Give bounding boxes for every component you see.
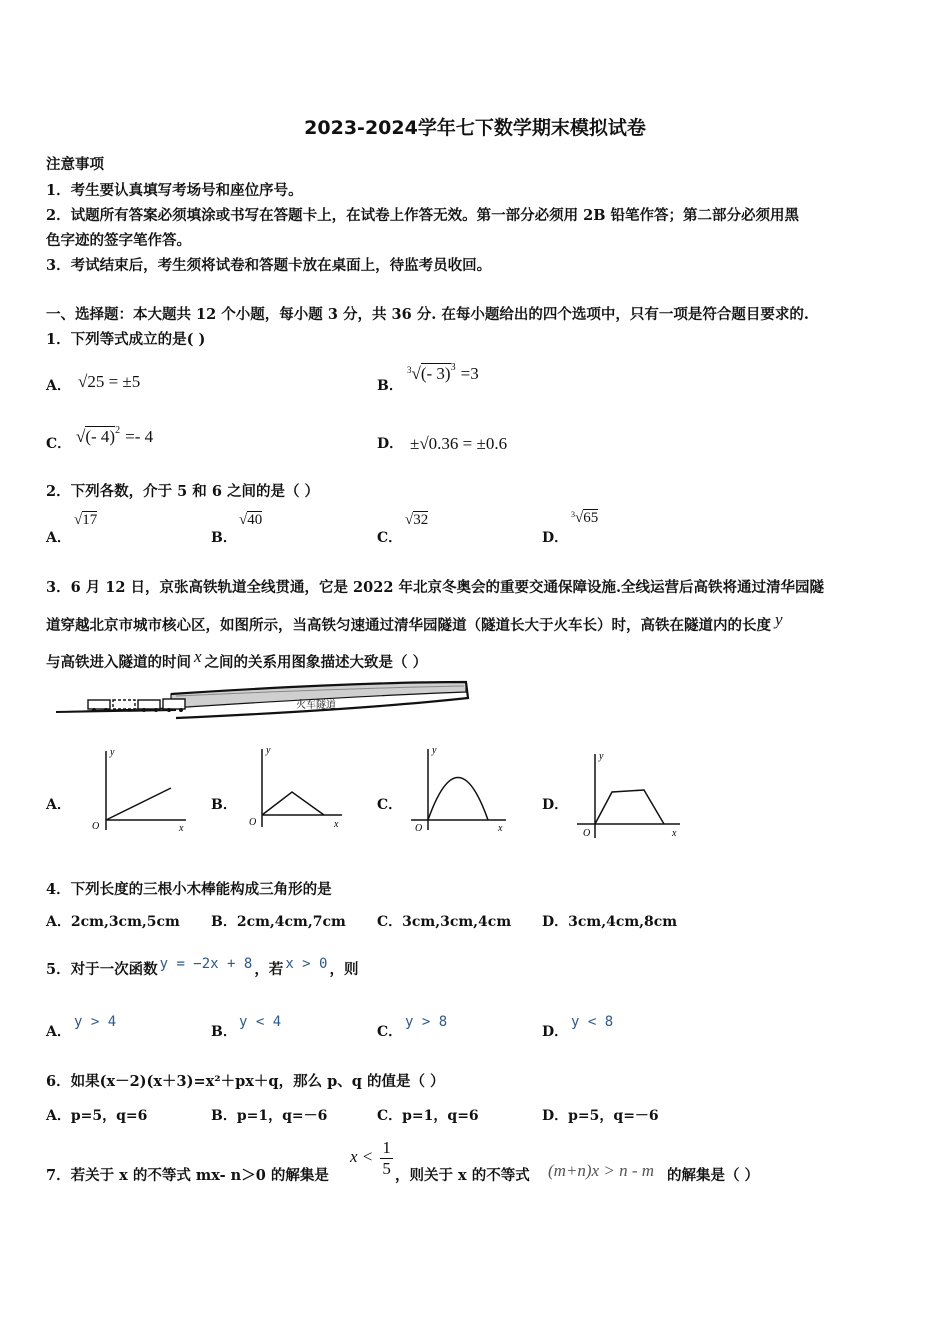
q6-option-d: D．p=5，q=－6	[542, 1108, 659, 1124]
graph-c-curve	[428, 778, 488, 821]
q7-inequality: (m+n)x > n - m	[548, 1161, 655, 1180]
svg-text:x: x	[672, 828, 677, 839]
q5-function: y = −2x + 8	[159, 956, 253, 972]
graph-d-line	[595, 790, 664, 824]
q6-stem: 6．如果(x－2)(x＋3)=x²＋px＋q，那么 p、q 的值是（ ）	[46, 1073, 445, 1090]
q1-option-b: $^3$√(- 3)$^3$ =3	[407, 362, 479, 383]
q1-stem: 1．下列等式成立的是( )	[46, 331, 206, 348]
q1-label-a: A．	[46, 378, 71, 394]
notice-item-2: 2．试题所有答案必须填涂或书写在答题卡上，在试卷上作答无效。第一部分必须用 2B 铅笔作答；第二部分必须用黑	[46, 207, 800, 224]
page-title: 2023-2024学年七下数学期末模拟试卷	[304, 117, 646, 139]
q1-option-c: √(- 4)$^2$ =- 4	[76, 425, 154, 446]
q6-option-a: A．p=5，q=6	[46, 1108, 148, 1124]
q5-option-a: y > 4	[74, 1014, 117, 1030]
q2-label-c: C．	[377, 530, 403, 546]
notice-heading: 注意事项	[46, 156, 104, 173]
notice-item-3: 3．考试结束后，考生须将试卷和答题卡放在桌面上，待监考员收回。	[46, 257, 492, 274]
graph-a	[86, 745, 191, 837]
q4-option-a: A．2cm,3cm,5cm	[46, 914, 180, 930]
section-heading: 一、选择题：本大题共 12 个小题，每小题 3 分，共 36 分. 在每小题给出的四个选项中，只有一项是符合题目要求的.	[46, 306, 809, 323]
q1-label-c: C．	[46, 436, 72, 452]
q4-option-d: D．3cm,4cm,8cm	[542, 914, 678, 930]
graph-a-line	[106, 788, 171, 820]
svg-text:x: x	[498, 823, 503, 834]
svg-text:x: x	[179, 823, 184, 834]
q2-option-a: √17	[74, 512, 98, 528]
q2-option-d: $^3$√65	[571, 510, 599, 526]
q5-option-b: y < 4	[239, 1014, 282, 1030]
tunnel-label: 火车隧道	[296, 700, 336, 711]
svg-text:O: O	[583, 828, 591, 839]
q5-label-d: D．	[542, 1024, 569, 1040]
q3-label-a: A．	[46, 797, 71, 813]
q7-fraction: x < $\frac{1}{5}$	[350, 1138, 391, 1178]
notice-item-2-cont: 色字迹的签字笔作答。	[46, 232, 191, 249]
graph-b-line	[262, 792, 324, 815]
svg-text:O: O	[415, 823, 423, 834]
q1-option-a: √25 = ±5	[78, 372, 141, 391]
q2-label-a: A．	[46, 530, 71, 546]
q5-option-c: y > 8	[405, 1014, 448, 1030]
q5-stem: 5．对于一次函数 y = −2x + 8 ，若 x > 0 ，则	[46, 956, 359, 978]
q7-stem-b: ，则关于 x 的不等式	[395, 1167, 530, 1184]
q1-label-d: D．	[377, 436, 404, 452]
notice-item-1: 1．考生要认真填写考场号和座位序号。	[46, 182, 303, 199]
q3-label-b: B．	[211, 797, 237, 813]
svg-text:O: O	[92, 821, 100, 832]
q3-line-2: 道穿越北京市城市核心区，如图所示，当高铁匀速通过清华园隧道（隧道长大于火车长）时，高铁在隧道内的长度 y	[46, 610, 783, 634]
q7-stem-a: 7．若关于 x 的不等式 mx- n＞0 的解集是	[46, 1167, 329, 1184]
q2-option-c: √32	[405, 512, 429, 528]
graph-b	[242, 745, 347, 837]
svg-text:x: x	[334, 819, 339, 830]
q4-option-c: C．3cm,3cm,4cm	[377, 914, 512, 930]
q3-label-c: C．	[377, 797, 403, 813]
q7-stem-c: 的解集是（ ）	[667, 1167, 760, 1184]
q3-line-3: 与高铁进入隧道的时间 x 之间的关系用图象描述大致是（ ）	[46, 647, 428, 671]
q3-label-d: D．	[542, 797, 569, 813]
q2-label-b: B．	[211, 530, 237, 546]
q5-label-c: C．	[377, 1024, 403, 1040]
svg-text:y: y	[266, 745, 271, 756]
q6-option-b: B．p=1，q=－6	[211, 1108, 328, 1124]
q3-line-1: 3．6 月 12 日，京张高铁轨道全线贯通，它是 2022 年北京冬奥会的重要交通保障设施.全线运营后高铁将通过清华园隧	[46, 579, 824, 596]
q5-condition: x > 0	[285, 956, 328, 972]
q1-option-d: ±√0.36 = ±0.6	[410, 434, 508, 453]
q1-label-b: B．	[377, 378, 403, 394]
svg-text:y: y	[110, 747, 115, 758]
q2-label-d: D．	[542, 530, 569, 546]
q5-label-b: B．	[211, 1024, 237, 1040]
graph-d	[572, 750, 684, 842]
graph-c	[406, 745, 511, 837]
q2-option-b: √40	[239, 512, 263, 528]
svg-text:y: y	[599, 751, 604, 762]
svg-text:O: O	[249, 817, 257, 828]
q4-stem: 4．下列长度的三根小木棒能构成三角形的是	[46, 881, 332, 898]
q2-stem: 2．下列各数，介于 5 和 6 之间的是（ ）	[46, 483, 320, 500]
q5-label-a: A．	[46, 1024, 71, 1040]
tunnel-figure	[56, 680, 470, 720]
svg-text:y: y	[432, 745, 437, 756]
q5-option-d: y < 8	[571, 1014, 614, 1030]
q6-option-c: C．p=1，q=6	[377, 1108, 479, 1124]
q4-option-b: B．2cm,4cm,7cm	[211, 914, 346, 930]
